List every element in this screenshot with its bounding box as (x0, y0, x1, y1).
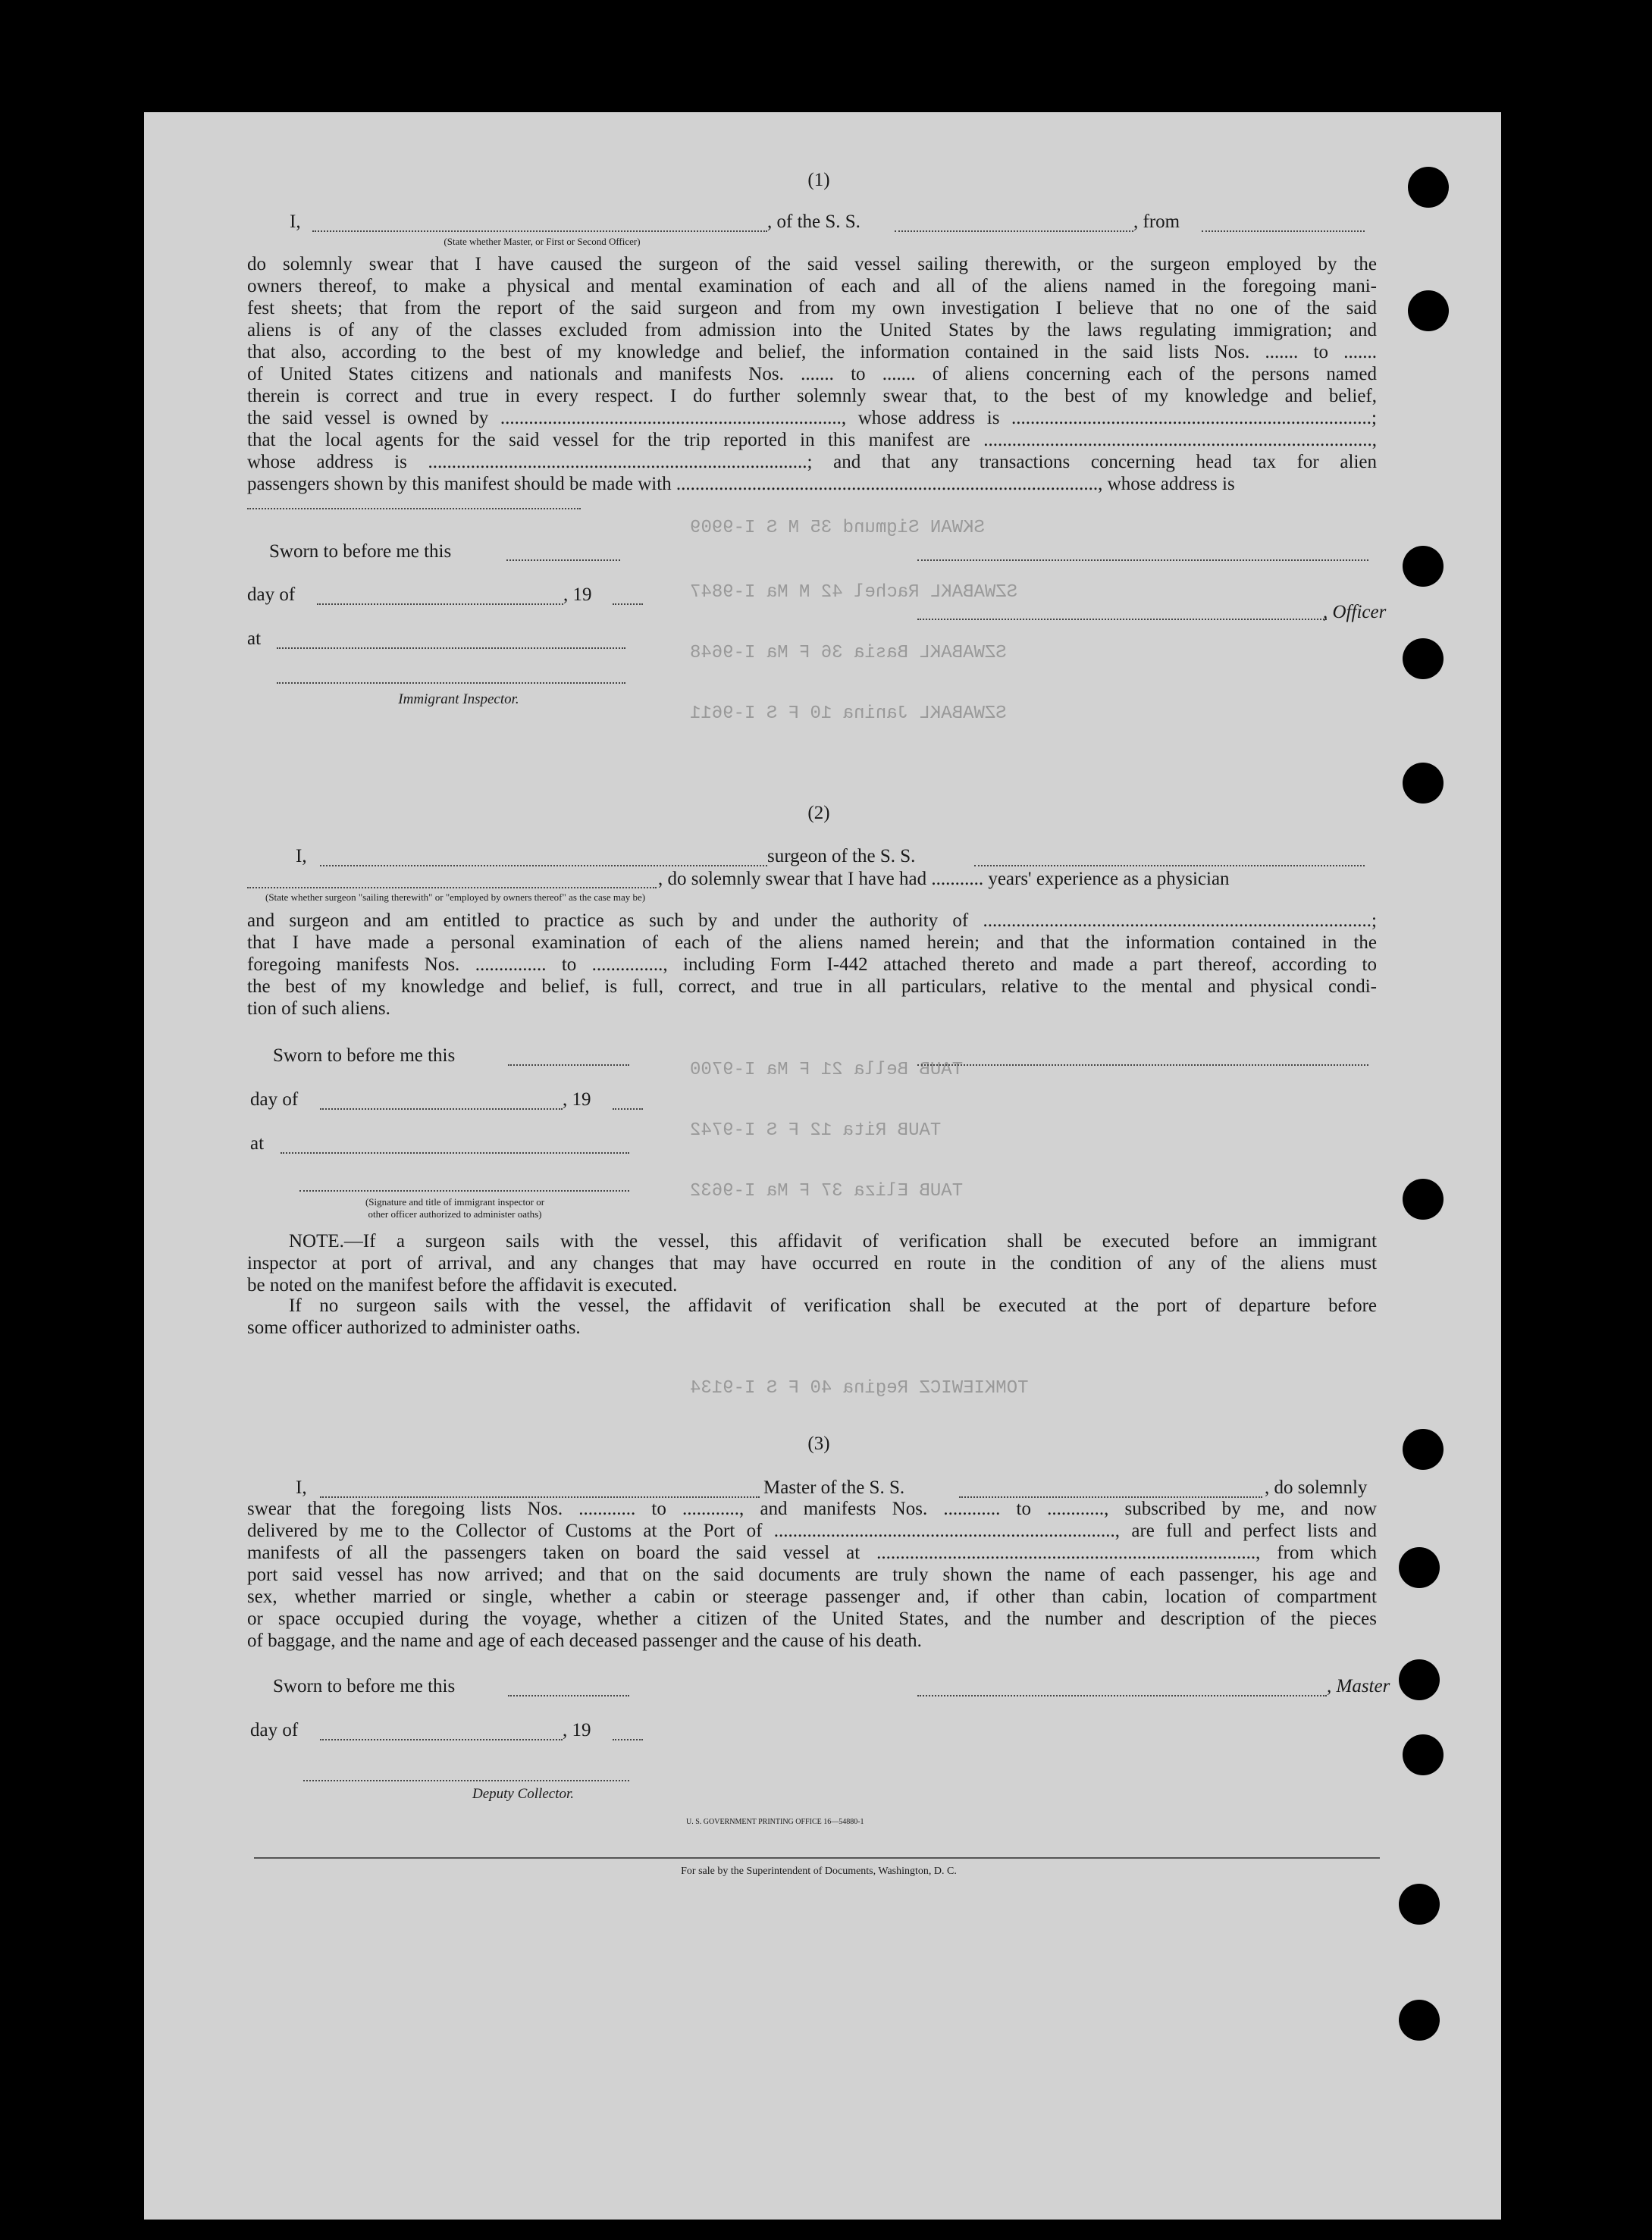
sworn-label: Sworn to before me this (269, 541, 452, 562)
surgeon-oath-head: , do solemnly swear that I have had ........... years' experience as a physician (658, 869, 1230, 889)
year-field[interactable] (613, 603, 643, 605)
section1-oath-text: do solemnly swear that I have caused the surgeon of the said vessel sailing therewith, or the surgeon employed by the owners thereof, to make a physical and mental examination of each and all of the aliens named in the foregoing mani- fest sheets; that from the report of the said surgeon and from my own investigation I believe that no one of the said aliens is of any of the classes excluded from admission into the United States by the laws regulating immigration; and that also, according to the best of my knowledge and belief, the information contained in the said lists Nos. ....... to ....... of United States citizens and nationals and manifests Nos. ....... to ....... of aliens concerning each of the persons named therein is correct and true in every respect. I do further solemnly swear that, to the best of my knowledge and belief, the said vessel is owned by ........................................................................, whose address is ............................................................................; that the local agents for the said vessel for the trip reported in this manifest are .................................................................................., whose address is ................................................................................; and that any transactions concerning head tax for alien passengers shown by this manifest should be made with ........................................................................................., whose address is (247, 254, 1377, 494)
day-of-label: day of (250, 1720, 299, 1740)
deputy-collector-signature-field[interactable] (303, 1780, 629, 1781)
day-of-field[interactable] (320, 1739, 563, 1740)
binder-hole (1403, 546, 1444, 587)
binder-hole (1399, 2000, 1440, 2041)
bleed-through-text: SZWABAKL Janina 10 F S I-9611 (690, 703, 1007, 724)
master-signature-field[interactable] (917, 1695, 1327, 1696)
sworn-label: Sworn to before me this (273, 1045, 456, 1066)
year-label: , 19 (563, 584, 592, 605)
do-solemnly-label: , do solemnly (1265, 1477, 1368, 1498)
at-place-field[interactable] (281, 1152, 629, 1154)
sworn-day-field[interactable] (508, 1064, 629, 1066)
manifest-page (144, 112, 1501, 2220)
section2-oath-text: and surgeon and am entitled to practice as such by and under the authority of ..................................................................................; that I have made a personal examination of each of the aliens named herein; and that the information contained in the foregoing manifests Nos. ............... to ..............., including Form I-442 attached thereto and made a part thereof, according to the best of my knowledge and belief, is full, correct, and true in all particulars, relative to the mental and physical condi- tion of such aliens. (247, 910, 1377, 1019)
signature-note: (Signature and title of immigrant inspector or (365, 1196, 545, 1208)
printing-office-imprint: U. S. GOVERNMENT PRINTING OFFICE 16—54880-1 (686, 1818, 864, 1826)
from-port-field[interactable] (1202, 230, 1365, 232)
surgeon-vessel-field[interactable] (974, 865, 1365, 866)
binder-hole (1403, 763, 1444, 804)
signature-note: other officer authorized to administer oaths) (368, 1208, 542, 1220)
at-place-field[interactable] (277, 647, 625, 649)
oath-i-label: I, (290, 211, 301, 232)
binder-hole (1403, 1734, 1444, 1775)
of-ss-label: , of the S. S. (767, 211, 860, 232)
year-field[interactable] (613, 1739, 643, 1740)
sworn-day-field[interactable] (508, 1695, 629, 1696)
binder-hole (1399, 1659, 1440, 1700)
agent-address-field[interactable] (247, 508, 581, 509)
surgeon-name-field[interactable] (320, 865, 767, 866)
officer-signature-field[interactable] (917, 559, 1368, 561)
bleed-through-text: SZWABAKL Rachel 42 M Ma I-9847 (690, 582, 1018, 603)
section-number: (3) (807, 1433, 830, 1454)
year-label: , 19 (563, 1720, 591, 1740)
binder-hole (1408, 290, 1449, 331)
sworn-label: Sworn to before me this (273, 1676, 456, 1696)
vessel-name-field[interactable] (895, 230, 1133, 232)
binder-hole (1399, 1547, 1440, 1588)
authorized-officer-signature-field[interactable] (299, 1190, 629, 1192)
section-number: (1) (807, 170, 830, 190)
officer-label: , Officer (1323, 602, 1387, 622)
section-number: (2) (807, 803, 830, 823)
section3-oath-text: swear that the foregoing lists Nos. ............ to ............, and manifests Nos. ............ to ............, subscribed by me, and now delivered by me to the Collector of Customs at the Port of ........................................................................, are full and perfect lists and manifests of all the passengers taken on board the said vessel at ................................................................................, from which port said vessel has now arrived; and that on the said documents are truly shown the name of each passenger, his age and sex, whether married or single, whether a cabin or steerage passenger and, if other than cabin, location of compartment or space occupied during the voyage, whether a citizen of the United States, and the number and description of the pieces of baggage, and the name and age of each deceased passenger and the cause of his death. (247, 1499, 1377, 1651)
binder-hole (1403, 1179, 1444, 1220)
surgeon-of-label: surgeon of the S. S. (767, 846, 916, 866)
day-of-field[interactable] (317, 603, 563, 605)
year-label: , 19 (563, 1089, 591, 1110)
oath-i-label: I, (296, 846, 307, 866)
bleed-through-text: TAUB Eliza 37 F Ma I-9632 (690, 1181, 964, 1201)
day-of-label: day of (250, 1089, 299, 1110)
binder-hole (1403, 638, 1444, 679)
day-of-field[interactable] (320, 1108, 563, 1110)
inspector-signature-field[interactable] (277, 682, 625, 684)
master-note: (State whether Master, or First or Second Officer) (444, 236, 641, 247)
binder-hole (1408, 167, 1449, 208)
surgeon-note-text: NOTE.—If a surgeon sails with the vessel, this affidavit of verification shall be executed before an immigrant inspector at port of arrival, and any changes that may have occurred en route in the condition of any of the aliens must be noted on the manifest before the affidavit is executed. (247, 1231, 1377, 1295)
bleed-through-text: SZWABAKL Basia 36 F Ma I-9648 (690, 643, 1007, 663)
sworn-day-field[interactable] (506, 559, 620, 561)
oath-i-label: I, (296, 1477, 307, 1498)
master-of-label: Master of the S. S. (763, 1477, 905, 1498)
binder-hole (1403, 1429, 1444, 1470)
bleed-through-text: TOMKIEWICZ Regina 40 F S I-9134 (690, 1378, 1029, 1399)
footer-divider (254, 1857, 1380, 1859)
year-field[interactable] (613, 1108, 643, 1110)
no-surgeon-note-text: If no surgeon sails with the vessel, the affidavit of verification shall be executed at the port of departure before some officer authorized to administer oaths. (247, 1295, 1377, 1338)
from-label: , from (1133, 211, 1180, 232)
bleed-through-text: SKWAN Sigmund 35 M S I-9909 (690, 518, 985, 538)
at-label: at (247, 628, 262, 649)
inspector-label: Immigrant Inspector. (398, 691, 519, 707)
officer-title-field[interactable] (917, 619, 1327, 620)
bleed-through-text: TAUB Bella 21 F Ma I-9700 (690, 1060, 964, 1080)
master-label: , Master (1327, 1676, 1390, 1696)
for-sale-notice: For sale by the Superintendent of Documents, Washington, D. C. (681, 1866, 957, 1877)
surgeon-note: (State whether surgeon "sailing therewith" or "employed by owners thereof" as the case may be) (265, 891, 646, 903)
surgeon-signature-field[interactable] (917, 1064, 1368, 1066)
day-of-label: day of (247, 584, 296, 605)
officer-name-field[interactable] (312, 230, 767, 232)
at-label: at (250, 1133, 265, 1154)
bleed-through-text: TAUB Rita 12 F S I-9742 (690, 1120, 942, 1141)
deputy-collector-label: Deputy Collector. (472, 1786, 575, 1802)
binder-hole (1399, 1884, 1440, 1925)
surgeon-status-field[interactable] (247, 887, 657, 888)
